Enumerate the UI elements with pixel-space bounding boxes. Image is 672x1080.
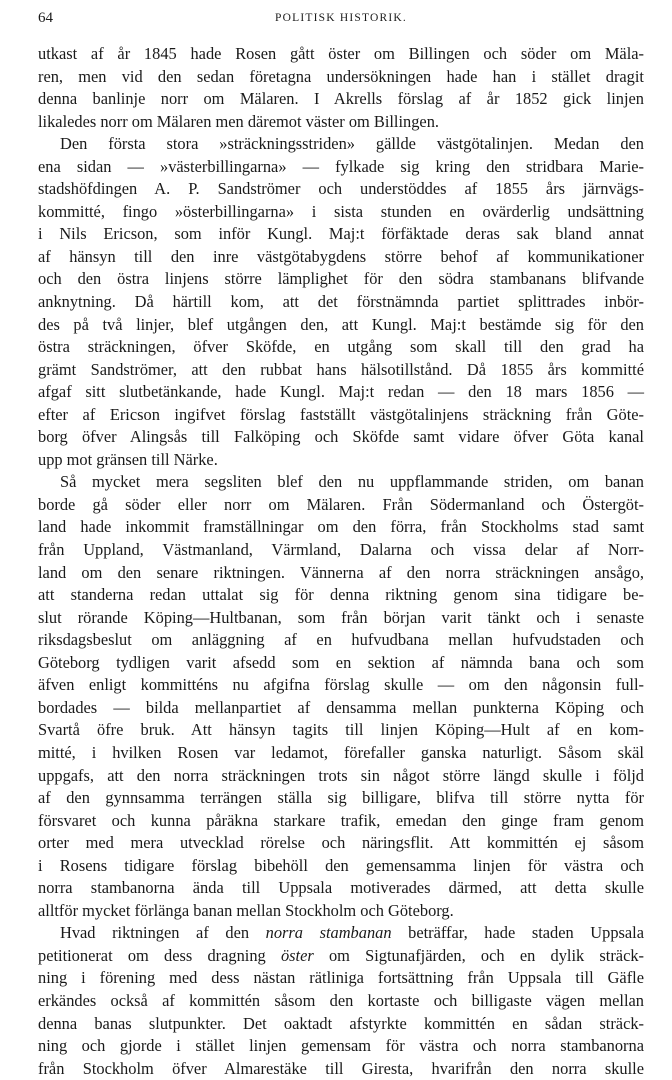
- text-run: af hänsyn till den inre västgötabygdens större behof af kommunikationer: [38, 246, 644, 266]
- text-line: [38, 449, 644, 472]
- text-line: [38, 967, 644, 990]
- text-line: [38, 156, 644, 179]
- italic-text-run: norra stambanan: [265, 923, 392, 943]
- text-line: [38, 66, 644, 89]
- text-line: [38, 922, 644, 945]
- text-run: Den första stora »sträckningsstriden» gällde västgötalinjen. Medan den: [60, 134, 644, 154]
- text-run: Hvad riktningen af den: [60, 923, 266, 943]
- page-header: [38, 10, 644, 32]
- text-run: land hade inkommit framställningar om den förra, från Stockholms stad samt: [38, 517, 644, 537]
- italic-text-run: öster: [280, 945, 314, 965]
- text-line: [38, 855, 644, 878]
- text-run: denna banlinje norr om Mälaren. I Akrells förslag af år 1852 gick linjen: [38, 89, 644, 109]
- text-run: i Nils Ericson, som inför Kungl. Maj:t förfäktade deras sak bland annat: [38, 224, 644, 244]
- text-run: att standerna redan uttalat sig för denna riktning genom sina tidigare be-: [38, 585, 644, 605]
- text-line: [38, 1013, 644, 1036]
- text-run: upp mot gränsen till Närke.: [38, 449, 218, 469]
- text-line: [38, 765, 644, 788]
- text-line: [38, 178, 644, 201]
- text-line: [38, 900, 644, 923]
- text-run: ren, men vid den sedan företagna undersökningen hade han i stället dragit: [38, 66, 644, 86]
- text-line: [38, 539, 644, 562]
- text-run: och den östra linjens större lämplighet för den södra stambanans blifvande: [38, 269, 644, 289]
- text-line: [38, 719, 644, 742]
- text-line: [38, 133, 644, 156]
- running-title: POLITISK HISTORIK.: [275, 12, 407, 24]
- text-run: Göteborg tydligen varit afsedd som en sektion af nämnda bana och som: [38, 652, 644, 672]
- text-line: [38, 629, 644, 652]
- text-run: uppgafs, att den norra sträckningen trots sin något större längd skulle i följd: [38, 765, 644, 785]
- text-run: Så mycket mera segsliten blef den nu uppflammande striden, om banan: [60, 472, 644, 492]
- text-line: [38, 359, 644, 382]
- text-run: stadshöfdingen A. P. Sandströmer och understöddes af 1855 års järnvägs-: [38, 179, 644, 199]
- text-run: kommitté, fingo »österbillingarna» i sista stunden en ovärderlig undsättning: [38, 201, 644, 221]
- text-run: slut rörande Köping—Hultbanan, som från början varit tänkt och i senaste: [38, 607, 644, 627]
- text-run: utkast af år 1845 hade Rosen gått öster om Billingen och söder om Mäla-: [38, 44, 644, 63]
- text-line: [38, 832, 644, 855]
- text-run: beträffar, hade staden Uppsala: [391, 923, 644, 943]
- text-line: [38, 404, 644, 427]
- text-line: [38, 1035, 644, 1058]
- text-line: [38, 787, 644, 810]
- text-line: [38, 291, 644, 314]
- text-run: afgaf sitt slutbetänkande, hade Kungl. Maj:t redan — den 18 mars 1856 —: [38, 382, 644, 402]
- text-line: [38, 268, 644, 291]
- text-line: [38, 381, 644, 404]
- text-line: [38, 111, 644, 134]
- text-run: riksdagsbeslut om anläggning af en hufvudbana mellan hufvudstaden och: [38, 630, 644, 650]
- text-run: från Stockholm öfver Almarestäke till Giresta, hvarifrån den norra skulle: [38, 1058, 644, 1078]
- text-run: i Rosens tidigare förslag bibehöll den gemensamma linjen för västra och: [38, 855, 644, 875]
- text-run: borde gå söder eller norr om Mälaren. Från Södermanland och Östergöt-: [38, 494, 644, 514]
- text-run: mitté, i hvilken Rosen var ledamot, förefaller ganska naturligt. Såsom skäl: [38, 742, 644, 762]
- text-line: [38, 223, 644, 246]
- text-line: [38, 426, 644, 449]
- text-line: [38, 88, 644, 111]
- text-run: östra sträckningen, öfver Sköfde, en utgång som skall till den grad ha: [38, 337, 644, 357]
- text-line: [38, 562, 644, 585]
- text-run: bordades — bilda mellanpartiet af densamma mellan punkterna Köping och: [38, 697, 644, 717]
- body-text: [38, 43, 644, 1080]
- text-line: [38, 945, 644, 968]
- text-line: [38, 584, 644, 607]
- text-run: Svartå öfre bruk. Att hänsyn tagits till linjen Köping—Hult af en kom-: [38, 720, 644, 740]
- text-run: orter med mera utvecklad rörelse och näringsflit. Att kommittén ej såsom: [38, 833, 644, 853]
- text-run: ning i förening med dess nästan rätliniga fortsättning från Uppsala till Gäfle: [38, 968, 644, 988]
- page-number: 64: [38, 10, 53, 26]
- text-line: [38, 201, 644, 224]
- text-run: likaledes norr om Mälaren men däremot väster om Billingen.: [38, 111, 440, 131]
- text-line: [38, 1058, 644, 1080]
- text-run: alltför mycket förlänga banan mellan Stockholm och Göteborg.: [38, 900, 454, 920]
- text-line: [38, 471, 644, 494]
- text-run: norra stambanorna ända till Uppsala motiverades därmed, att detta skulle: [38, 878, 644, 898]
- text-line: [38, 697, 644, 720]
- text-run: af den gynnsamma terrängen ställa sig billigare, blifva till större nytta för: [38, 788, 644, 808]
- text-run: borg öfver Alingsås till Falköping och Sköfde samt vidare öfver Göta kanal: [38, 427, 644, 447]
- text-run: grämt Sandströmer, att den rubbat hans hälsotillstånd. Då 1855 års kommitté: [38, 359, 644, 379]
- text-run: petitionerat om dess dragning: [38, 945, 281, 965]
- text-run: land om den senare riktningen. Vännerna af den norra sträckningen ansågo,: [38, 562, 644, 582]
- text-line: [38, 607, 644, 630]
- text-run: från Uppland, Västmanland, Värmland, Dalarna och vissa delar af Norr-: [38, 540, 644, 560]
- text-line: [38, 674, 644, 697]
- text-run: anknytning. Då härtill kom, att det förstnämnda partiet splittrades inbör-: [38, 292, 644, 312]
- text-run: efter af Ericson ingifvet förslag fastställt västgötalinjens sträckning från Göte-: [38, 404, 644, 424]
- text-line: [38, 652, 644, 675]
- text-run: des på två linjer, blef utgången den, att Kungl. Maj:t bestämde sig för den: [38, 314, 644, 334]
- text-line: [38, 43, 644, 66]
- text-line: [38, 336, 644, 359]
- text-line: [38, 246, 644, 269]
- text-run: om Sigtunafjärden, och en dylik sträck-: [313, 945, 645, 965]
- text-run: försvaret och kunna påräkna starkare trafik, emedan den ginge fram genom: [38, 810, 644, 830]
- text-line: [38, 877, 644, 900]
- text-line: [38, 494, 644, 517]
- text-run: denna banas slutpunkter. Det oaktadt afstyrkte kommittén en sådan sträck-: [38, 1013, 644, 1033]
- text-line: [38, 742, 644, 765]
- text-line: [38, 810, 644, 833]
- text-run: ena sidan — »västerbillingarna» — fylkade sig kring den stridbara Marie-: [38, 156, 644, 176]
- text-run: erkändes också af kommittén såsom den kortaste och billigaste vägen mellan: [38, 990, 644, 1010]
- text-line: [38, 314, 644, 337]
- text-line: [38, 990, 644, 1013]
- text-run: äfven enligt kommitténs nu afgifna förslag skulle — om den någonsin full-: [38, 675, 644, 695]
- text-run: ning och gjorde i stället linjen gemensam för västra och norra stambanorna: [38, 1036, 644, 1056]
- text-line: [38, 516, 644, 539]
